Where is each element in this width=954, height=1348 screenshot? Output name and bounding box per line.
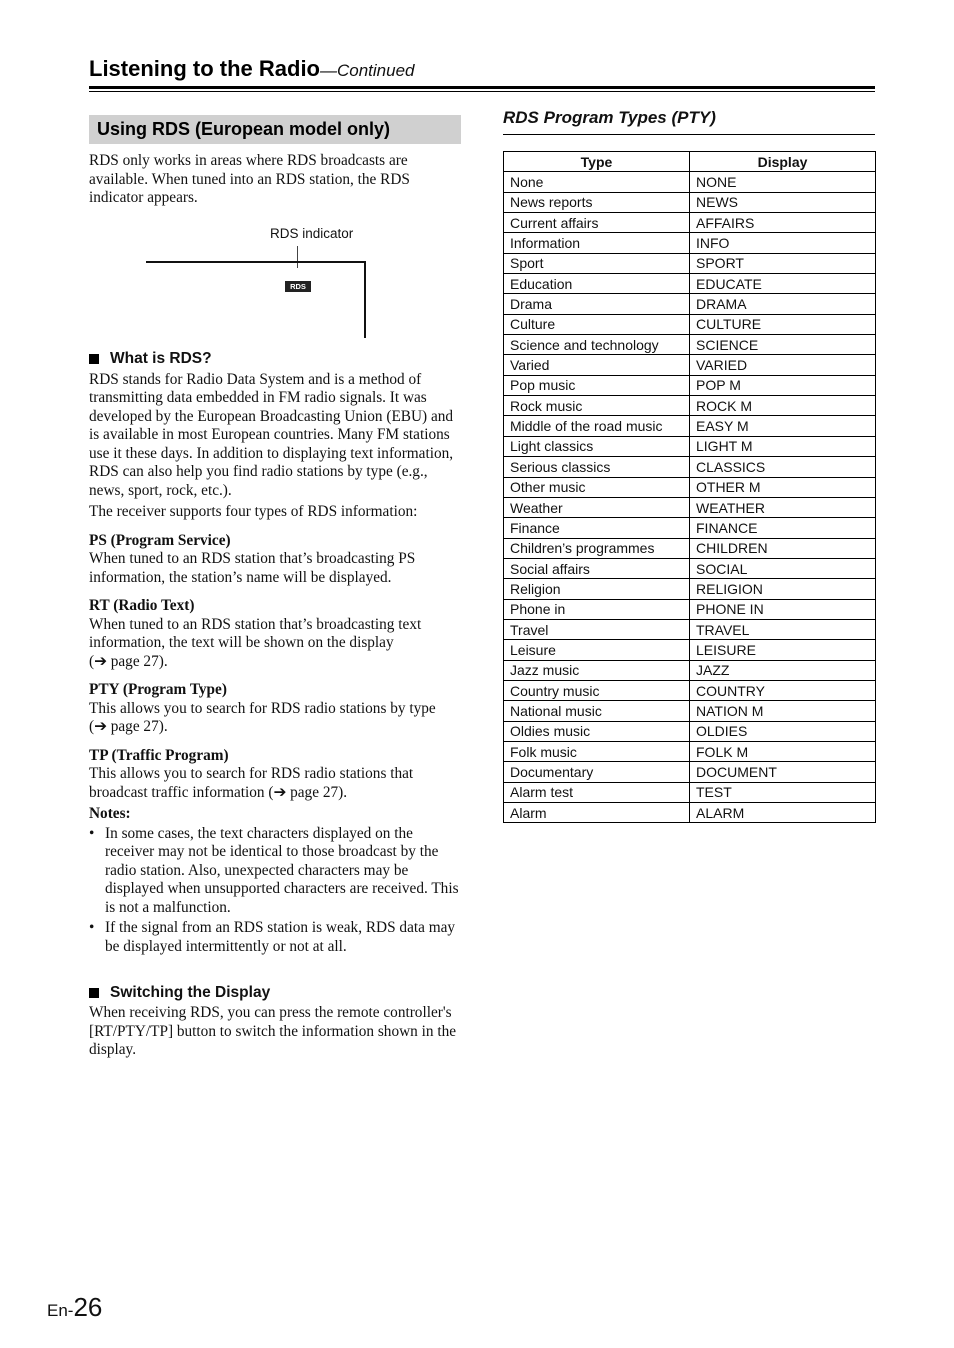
pty-type-cell: Phone in xyxy=(504,599,690,619)
table-row xyxy=(504,253,876,273)
pty-type-cell: National music xyxy=(504,701,690,721)
figure-leader-line xyxy=(297,246,298,268)
column-header-display: Display xyxy=(690,152,876,172)
pty-type-cell: Oldies music xyxy=(504,721,690,741)
table-row xyxy=(504,192,876,212)
pty-display-cell: CULTURE xyxy=(690,314,876,334)
page-language-prefix: En- xyxy=(47,1301,74,1320)
rt-description xyxy=(89,616,461,672)
figure-label: RDS indicator xyxy=(270,225,354,241)
table-row xyxy=(504,579,876,599)
pty-type-cell: Alarm xyxy=(504,803,690,823)
table-row xyxy=(504,721,876,741)
pty-type-cell: Culture xyxy=(504,314,690,334)
pty-type-cell: Leisure xyxy=(504,640,690,660)
pty-display-cell: NEWS xyxy=(690,192,876,212)
table-row xyxy=(504,741,876,761)
table-row xyxy=(504,538,876,558)
pty-type-cell: Serious classics xyxy=(504,457,690,477)
display-right-edge xyxy=(364,261,366,338)
notes-title: Notes: xyxy=(89,805,131,822)
pty-title-rule xyxy=(503,134,875,135)
pty-display-cell: EDUCATE xyxy=(690,274,876,294)
pty-display-cell: CHILDREN xyxy=(690,538,876,558)
pty-display-cell: OLDIES xyxy=(690,721,876,741)
what-is-rds-heading-text: What is RDS? xyxy=(110,349,212,367)
note-item: • In some cases, the text characters displayed on the receiver may not be identical to those broadcast by the radio station. Also, unexpected characters may be displayed when unsupported characters are received. This is not a malfunction. xyxy=(89,825,461,918)
right-column xyxy=(503,108,875,823)
pty-display-cell: OTHER M xyxy=(690,477,876,497)
header-rule-thin xyxy=(89,91,875,92)
pty-type-cell: None xyxy=(504,172,690,192)
pty-display-cell: RELIGION xyxy=(690,579,876,599)
pty-type-cell: Science and technology xyxy=(504,335,690,355)
table-row xyxy=(504,782,876,802)
pty-display-cell: VARIED xyxy=(690,355,876,375)
pty-type-cell: Middle of the road music xyxy=(504,416,690,436)
pty-display-cell: ROCK M xyxy=(690,396,876,416)
table-row xyxy=(504,518,876,538)
pty-table xyxy=(503,151,876,823)
pty-table-body xyxy=(504,172,876,823)
table-row xyxy=(504,619,876,639)
table-row xyxy=(504,640,876,660)
pty-type-cell: Social affairs xyxy=(504,558,690,578)
page-number xyxy=(47,1292,102,1323)
rt-term: RT (Radio Text) xyxy=(89,597,195,614)
ps-term: PS (Program Service) xyxy=(89,531,231,549)
pty-display-cell: ALARM xyxy=(690,803,876,823)
rds-types-intro: The receiver supports four types of RDS information: xyxy=(89,503,418,520)
table-row xyxy=(504,558,876,578)
pty-type-cell: Jazz music xyxy=(504,660,690,680)
table-row xyxy=(504,375,876,395)
table-row xyxy=(504,314,876,334)
table-row xyxy=(504,803,876,823)
rt-page-ref: (➔ page 27). xyxy=(89,652,168,670)
pty-type-cell: Drama xyxy=(504,294,690,314)
pty-page-ref: (➔ page 27). xyxy=(89,718,168,735)
rds-indicator-figure xyxy=(89,208,461,346)
pty-type-cell: Folk music xyxy=(504,741,690,761)
pty-type-cell: Country music xyxy=(504,680,690,700)
pty-display-cell: DOCUMENT xyxy=(690,762,876,782)
rds-indicator-icon: RDS xyxy=(285,281,311,292)
pty-display-cell: SOCIAL xyxy=(690,558,876,578)
switching-display-heading-text: Switching the Display xyxy=(110,984,271,1001)
table-row xyxy=(504,294,876,314)
display-top-edge xyxy=(146,261,366,263)
pty-type-cell: Pop music xyxy=(504,375,690,395)
left-column xyxy=(89,115,461,1060)
pty-type-cell: Children’s programmes xyxy=(504,538,690,558)
table-row xyxy=(504,213,876,233)
pty-type-cell: Finance xyxy=(504,518,690,538)
table-row xyxy=(504,457,876,477)
table-row xyxy=(504,660,876,680)
table-row xyxy=(504,274,876,294)
pty-type-cell: Varied xyxy=(504,355,690,375)
table-row xyxy=(504,172,876,192)
pty-type-cell: News reports xyxy=(504,192,690,212)
pty-type-cell: Light classics xyxy=(504,436,690,456)
pty-type-cell: Sport xyxy=(504,253,690,273)
table-row xyxy=(504,477,876,497)
pty-type-cell: Travel xyxy=(504,619,690,639)
pty-display-cell: FOLK M xyxy=(690,741,876,761)
pty-display-cell: WEATHER xyxy=(690,497,876,517)
pty-display-cell: AFFAIRS xyxy=(690,213,876,233)
switching-display-heading xyxy=(89,984,461,1002)
page-header xyxy=(89,56,875,82)
what-is-rds-paragraph: RDS stands for Radio Data System and is a method of transmitting data embedded in FM radio signals. It was developed by the European Broadcasting Union (EBU) and is available in most European countries. Many FM stations use it these days. In addition to displaying text information, RDS can also help you find radio stations by type (e.g., news, sport, rock, etc.). xyxy=(89,370,454,499)
pty-type-cell: Information xyxy=(504,233,690,253)
header-rule-thick xyxy=(89,86,875,89)
pty-table-header-row xyxy=(504,152,876,172)
header-title: Listening to the Radio xyxy=(89,56,320,81)
pty-display-cell: NONE xyxy=(690,172,876,192)
square-bullet-icon xyxy=(89,354,99,364)
header-continued: —Continued xyxy=(320,61,415,80)
note-item: • If the signal from an RDS station is weak, RDS data may be displayed intermittently or not at all. xyxy=(89,919,461,956)
pty-type-cell: Education xyxy=(504,274,690,294)
pty-type-cell: Alarm test xyxy=(504,782,690,802)
switching-display-paragraph: When receiving RDS, you can press the remote controller's [RT/PTY/TP] button to switch the information shown in the display. xyxy=(89,1004,457,1058)
pty-display-cell: SCIENCE xyxy=(690,335,876,355)
table-row xyxy=(504,497,876,517)
pty-type-cell: Weather xyxy=(504,497,690,517)
table-row xyxy=(504,701,876,721)
pty-type-cell: Religion xyxy=(504,579,690,599)
pty-display-cell: FINANCE xyxy=(690,518,876,538)
pty-type-cell: Current affairs xyxy=(504,213,690,233)
pty-type-cell: Rock music xyxy=(504,396,690,416)
column-header-type: Type xyxy=(504,152,690,172)
pty-type-cell: Other music xyxy=(504,477,690,497)
pty-display-cell: NATION M xyxy=(690,701,876,721)
pty-display-cell: PHONE IN xyxy=(690,599,876,619)
table-row xyxy=(504,599,876,619)
pty-display-cell: TEST xyxy=(690,782,876,802)
ps-description: When tuned to an RDS station that’s broadcasting PS information, the station’s name will be displayed. xyxy=(89,550,416,586)
pty-display-cell: COUNTRY xyxy=(690,680,876,700)
square-bullet-icon xyxy=(89,988,99,998)
page-number-value: 26 xyxy=(73,1292,103,1322)
pty-term: PTY (Program Type) xyxy=(89,681,227,698)
pty-display-cell: LIGHT M xyxy=(690,436,876,456)
pty-table-title: RDS Program Types (PTY) xyxy=(503,108,716,127)
pty-type-cell: Documentary xyxy=(504,762,690,782)
pty-display-cell: EASY M xyxy=(690,416,876,436)
table-row xyxy=(504,416,876,436)
table-row xyxy=(504,436,876,456)
pty-display-cell: CLASSICS xyxy=(690,457,876,477)
table-row xyxy=(504,233,876,253)
table-row xyxy=(504,680,876,700)
pty-display-cell: SPORT xyxy=(690,253,876,273)
pty-description xyxy=(89,700,461,737)
table-row xyxy=(504,355,876,375)
table-row xyxy=(504,396,876,416)
what-is-rds-heading xyxy=(89,350,461,368)
table-row xyxy=(504,335,876,355)
intro-paragraph: RDS only works in areas where RDS broadcasts are available. When tuned into an RDS station, the RDS indicator appears. xyxy=(89,152,410,206)
pty-display-cell: POP M xyxy=(690,375,876,395)
rt-description-text: When tuned to an RDS station that’s broadcasting text information, the text will be shown on the display xyxy=(89,615,422,651)
section-title: Using RDS (European model only) xyxy=(89,115,461,144)
pty-display-cell: INFO xyxy=(690,233,876,253)
table-row xyxy=(504,762,876,782)
pty-description-text: This allows you to search for RDS radio stations by type xyxy=(89,699,436,717)
pty-display-cell: DRAMA xyxy=(690,294,876,314)
tp-term: TP (Traffic Program) xyxy=(89,746,229,764)
notes-list xyxy=(89,825,461,957)
tp-description: This allows you to search for RDS radio stations that broadcast traffic information (➔ page 27). xyxy=(89,765,414,801)
pty-display-cell: JAZZ xyxy=(690,660,876,680)
pty-display-cell: TRAVEL xyxy=(690,619,876,639)
pty-display-cell: LEISURE xyxy=(690,640,876,660)
